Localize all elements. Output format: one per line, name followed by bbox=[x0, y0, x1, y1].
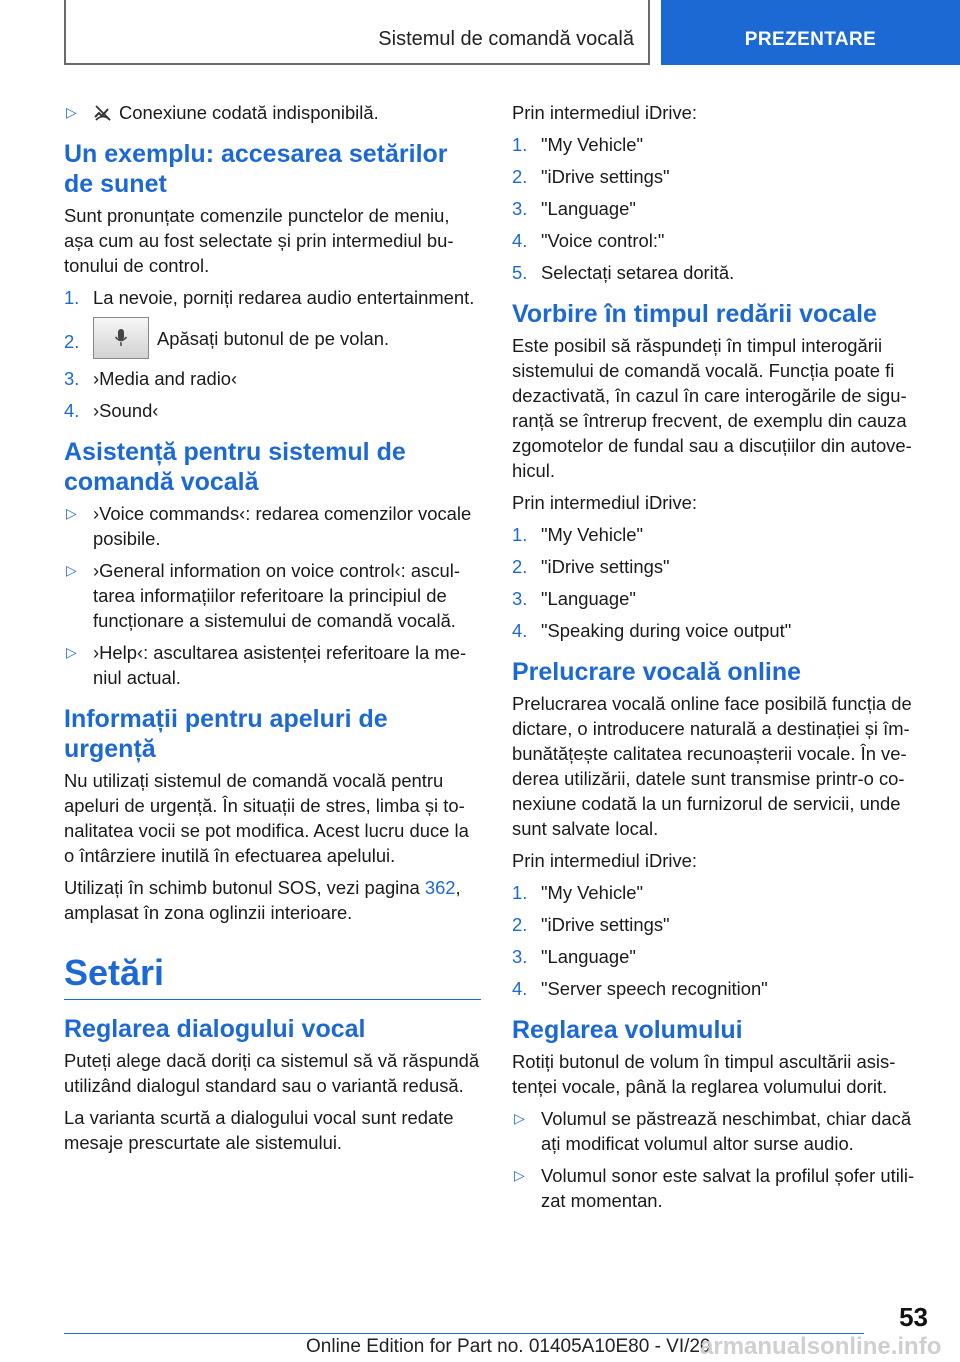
list-item: ▷ ›Voice commands‹: redarea comenzilor vocale posibile. bbox=[66, 503, 472, 549]
heading-emergency: Informații pentru apeluri de urgență bbox=[64, 705, 388, 763]
list-item: 1. La nevoie, porniți redarea audio entertainment. bbox=[64, 287, 475, 308]
paragraph: Este posibil să răspundeți în timpul interogării sistemului de comandă vocală. Funcția poate fi dezactivată, în cazul în care interogările de siguranță se întrerup frecvent, de exemplu din cauza zgomotelor de fundal sau a discuțiilor din autovehicul. bbox=[512, 335, 912, 481]
steps-list bbox=[64, 285, 481, 423]
intro-list bbox=[64, 100, 481, 125]
chapter-tab bbox=[64, 0, 650, 65]
steering-wheel-voice-button-icon bbox=[93, 317, 149, 359]
list-item: 2. Apăsați butonul de pe volan. bbox=[64, 317, 481, 359]
triangle-bullet-icon: ▷ bbox=[514, 1167, 525, 1183]
section-tab bbox=[661, 0, 960, 65]
assist-list bbox=[64, 501, 481, 690]
menu-path-list bbox=[512, 522, 930, 643]
heading-volume: Reglarea volumului bbox=[512, 1016, 743, 1044]
page-header bbox=[0, 0, 960, 66]
triangle-bullet-icon: ▷ bbox=[66, 104, 77, 120]
page-number: 53 bbox=[899, 1302, 928, 1332]
list-item: 1. "My Vehicle" bbox=[512, 882, 643, 903]
list-item: ▷ Volumul sonor este salvat la profilul șofer utilizat momentan. bbox=[514, 1165, 915, 1211]
paragraph: Nu utilizați sistemul de comandă vocală pentru apeluri de urgență. În situații de stres, limba și tonalitatea vocii se pot modifica. Acest lucru duce la o întârziere inutilă în efectuarea apelului. bbox=[64, 770, 469, 866]
list-item: ▷ Conexiune codată indisponibilă. bbox=[66, 102, 379, 123]
footer-edition: Online Edition for Part no. 01405A10E80 - VI/20 bbox=[306, 1336, 711, 1357]
list-item: 2. "iDrive settings" bbox=[512, 556, 670, 577]
list-item: ▷ ›General information on voice control‹: ascultarea informațiilor referitoare la principiul de funcționare a sistemului de comandă vocală. bbox=[66, 560, 460, 631]
list-item: 2. "iDrive settings" bbox=[512, 914, 670, 935]
paragraph-sos: Utilizați în schimb butonul SOS, vezi pagina 362, amplasat în zona oglinzii interioare. bbox=[64, 877, 461, 923]
chapter-title: Sistemul de comandă vocală bbox=[378, 28, 634, 50]
paragraph: La varianta scurtă a dialogului vocal sunt redate mesaje prescurtate ale sistemului. bbox=[64, 1107, 454, 1153]
list-item: 1. "My Vehicle" bbox=[512, 524, 643, 545]
list-item: ▷ ›Help‹: ascultarea asistenței referitoare la meniul actual. bbox=[66, 642, 467, 688]
list-item: 1. "My Vehicle" bbox=[512, 134, 643, 155]
list-item: 3. "Language" bbox=[512, 198, 636, 219]
menu-path-list bbox=[512, 880, 930, 1001]
heading-dialog: Reglarea dialogului vocal bbox=[64, 1015, 366, 1043]
list-item: 3. "Language" bbox=[512, 946, 636, 967]
paragraph: Prin intermediul iDrive: bbox=[512, 850, 697, 871]
paragraph: Sunt pronunțate comenzile punctelor de meniu, așa cum au fost selectate și prin intermediul butonului de control. bbox=[64, 205, 454, 276]
triangle-bullet-icon: ▷ bbox=[66, 644, 77, 660]
section-title: PREZENTARE bbox=[744, 29, 877, 50]
list-item: 4. "Speaking during voice output" bbox=[512, 620, 792, 641]
list-item: 4. "Voice control:" bbox=[512, 230, 665, 251]
triangle-bullet-icon: ▷ bbox=[66, 505, 77, 521]
list-item: 5. Selectați setarea dorită. bbox=[512, 262, 735, 283]
left-column bbox=[64, 100, 481, 1162]
list-item: 3. "Language" bbox=[512, 588, 636, 609]
heading-example: Un exemplu: accesarea setărilor de sunet bbox=[64, 140, 448, 198]
paragraph: Prelucrarea vocală online face posibilă funcția de dictare, o introducere naturală a destinației și îmbunătățește calitatea recunoașterii vocale. În vederea utilizării, datele sunt transmise printr-o conexiune codată la un furnizorul de servicii, unde sunt salvate local. bbox=[512, 693, 912, 839]
paragraph: Puteți alege dacă doriți ca sistemul să vă răspundă utilizând dialogul standard sau o variantă redusă. bbox=[64, 1050, 480, 1096]
heading-speak: Vorbire în timpul redării vocale bbox=[512, 300, 877, 328]
page-reference-link[interactable]: 362 bbox=[424, 877, 456, 898]
paragraph: Prin intermediul iDrive: bbox=[512, 492, 697, 513]
paragraph: Rotiți butonul de volum în timpul ascultării asistenței vocale, până la reglarea volumului dorit. bbox=[512, 1051, 896, 1097]
list-item: 2. "iDrive settings" bbox=[512, 166, 670, 187]
triangle-bullet-icon: ▷ bbox=[514, 1110, 525, 1126]
list-item: ▷ Volumul se păstrează neschimbat, chiar dacă ați modificat volumul altor surse audio. bbox=[514, 1108, 912, 1154]
paragraph: Prin intermediul iDrive: bbox=[512, 102, 697, 123]
right-column bbox=[512, 100, 930, 1220]
menu-path-list bbox=[512, 132, 930, 285]
list-item: 3. ›Media and radio‹ bbox=[64, 368, 238, 389]
volume-list bbox=[512, 1106, 930, 1213]
heading-settings: Setări bbox=[64, 951, 481, 1000]
triangle-bullet-icon: ▷ bbox=[66, 562, 77, 578]
list-item: 4. "Server speech recognition" bbox=[512, 978, 768, 999]
heading-assist: Asistență pentru sistemul de comandă vocală bbox=[64, 438, 406, 496]
connection-crossed-icon bbox=[93, 103, 113, 121]
heading-online: Prelucrare vocală online bbox=[512, 658, 802, 686]
list-item: 4. ›Sound‹ bbox=[64, 400, 159, 421]
footer-watermark: armanualsonline.info bbox=[700, 1333, 942, 1360]
